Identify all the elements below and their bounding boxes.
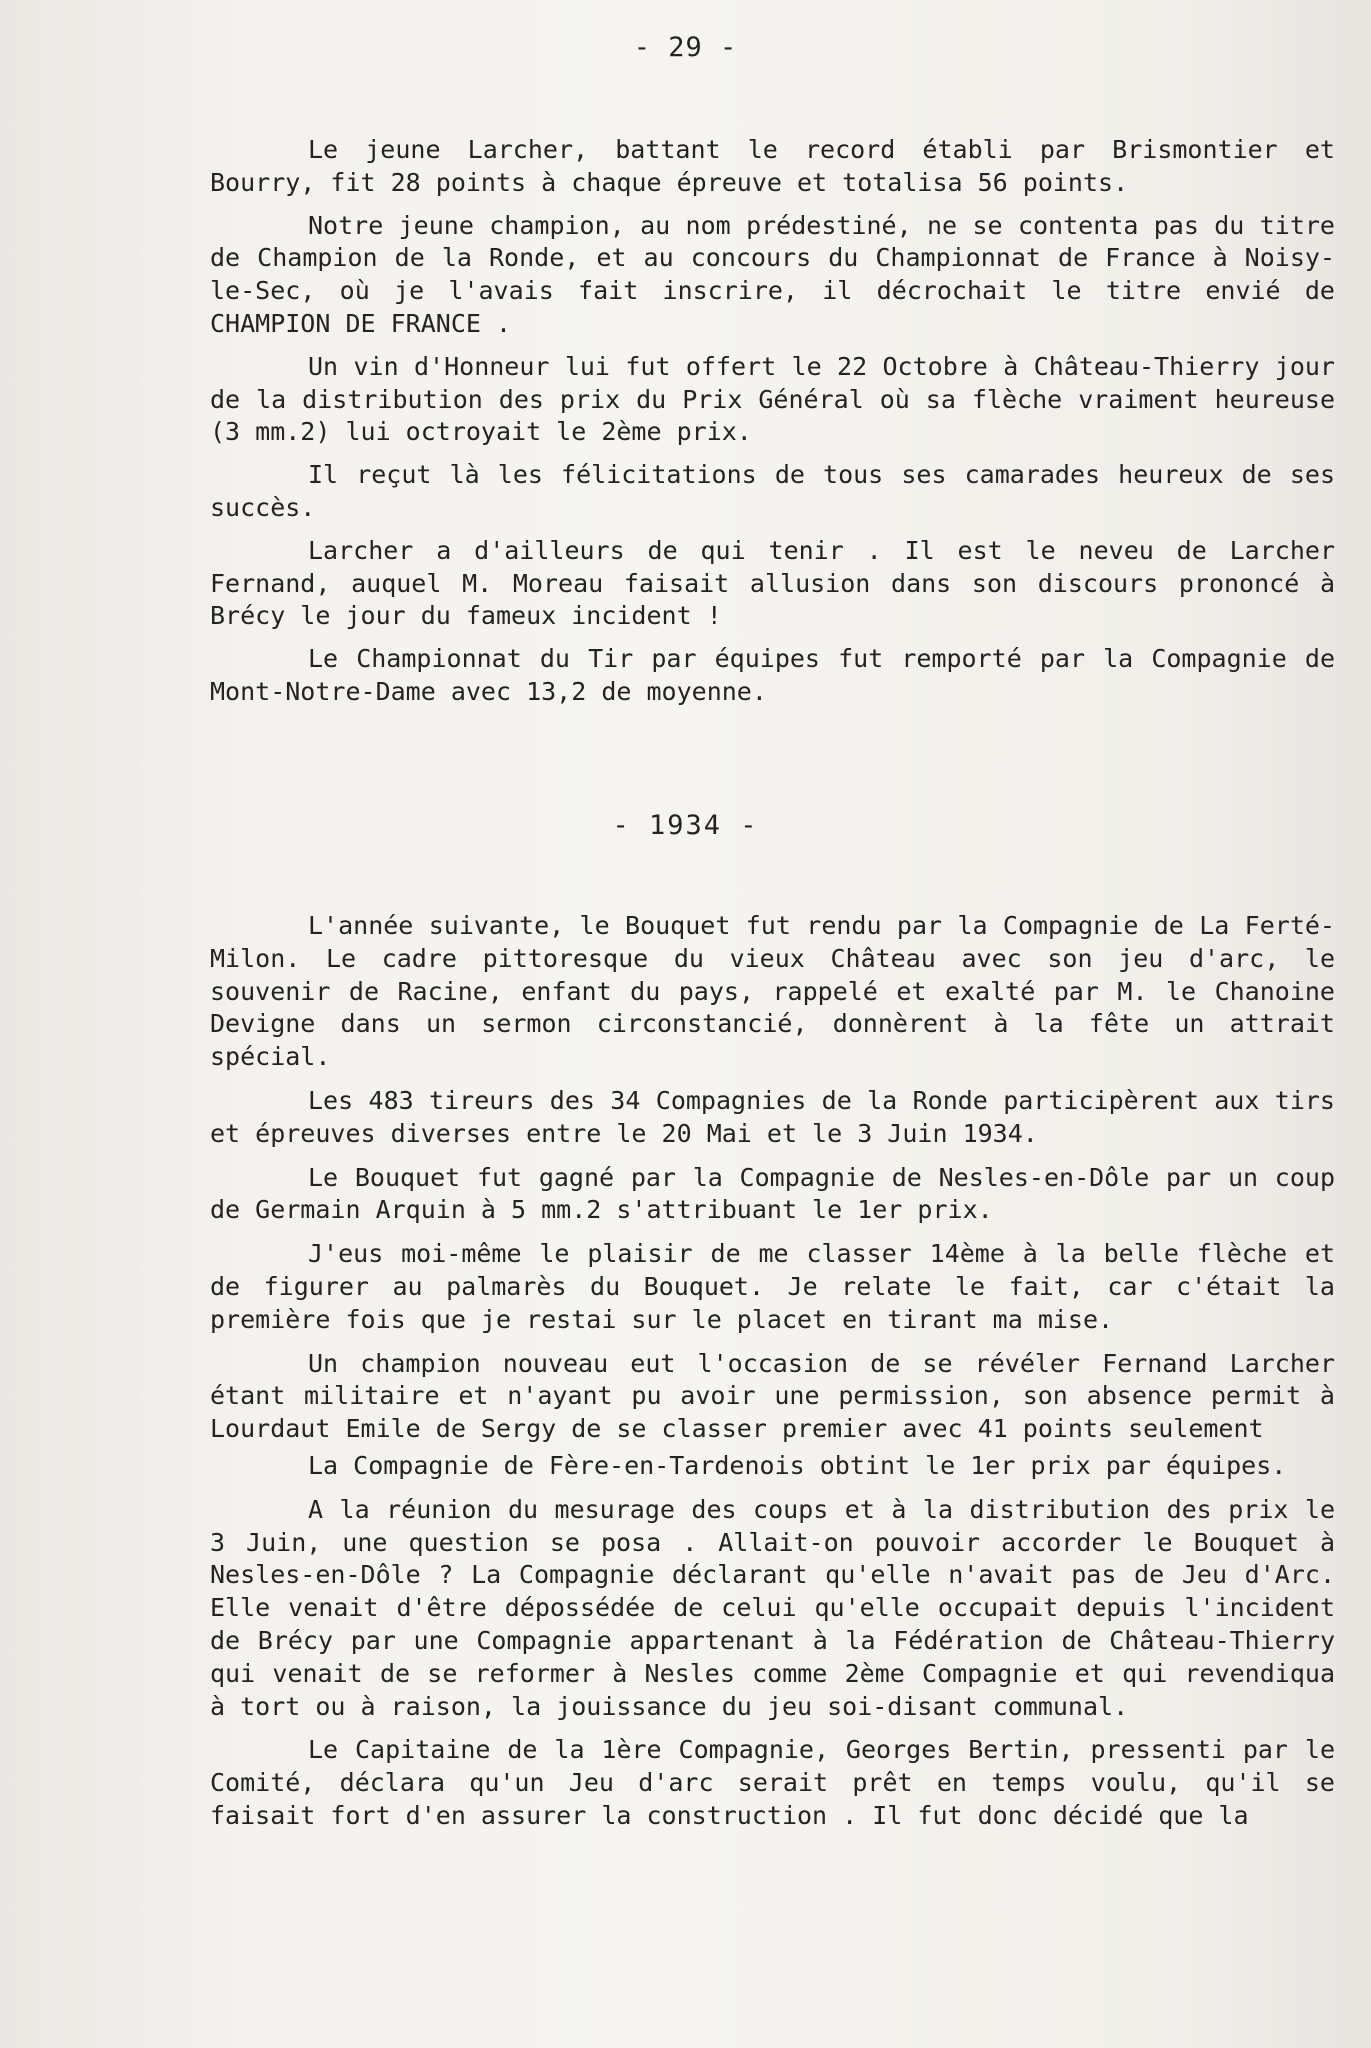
paragraph: Le Bouquet fut gagné par la Compagnie de Nesles-en-Dôle par un coup de Germain Arquin à 5 mm.2 s'attribuant le 1er prix. xyxy=(210,1162,1335,1225)
paragraph: La Compagnie de Fère-en-Tardenois obtint le 1er prix par équipes. xyxy=(308,1450,1287,1480)
paragraph: Un vin d'Honneur lui fut offert le 22 Octobre à Château-Thierry jour de la distribution des prix du Prix Général où sa flèche vraiment heureuse (3 mm.2) lui octroyait le 2ème prix. xyxy=(210,351,1335,447)
paragraph: Le Championnat du Tir par équipes fut remporté par la Compagnie de Mont-Notre-Dame avec 13,2 de moyenne. xyxy=(210,644,1335,706)
page-number: - 29 - xyxy=(633,32,738,63)
year-heading: - 1934 - xyxy=(612,810,759,841)
paragraph: Larcher a d'ailleurs de qui tenir . Il est le neveu de Larcher Fernand, auquel M. Moreau faisait allusion dans son discours prononcé à Brécy le jour du fameux incident ! xyxy=(210,535,1335,631)
paragraph: Notre jeune champion, au nom prédestiné, ne se contenta pas du titre de Champion de la Ronde, et au concours du Championnat de France à Noisy-le-Sec, où je l'avais fait inscrire, il décrochait le titre envié de CHAMPION DE FRANCE . xyxy=(210,210,1335,338)
paragraph: Il reçut là les félicitations de tous ses camarades heureux de ses succès. xyxy=(210,460,1335,522)
section-2 xyxy=(210,910,1335,1833)
paragraph: A la réunion du mesurage des coups et à la distribution des prix le 3 Juin, une question se posa . Allait-on pouvoir accorder le Bouquet à Nesles-en-Dôle ? La Compagnie déclarant qu'elle n'avait pas de Jeu d'Arc. Elle venait d'être dépossédée de celui qu'elle occupait depuis l'incident de Brécy par une Compagnie appartenant à la Fédération de Château-Thierry qui venait de se reformer à Nesles comme 2ème Compagnie et qui revendiqua à tort ou à raison, la jouissance du jeu soi-disant communal. xyxy=(210,1494,1335,1721)
paragraph: L'année suivante, le Bouquet fut rendu par la Compagnie de La Ferté-Milon. Le cadre pittoresque du vieux Château avec son jeu d'arc, le souvenir de Racine, enfant du pays, rappelé et exalté par M. le Chanoine Devigne dans un sermon circonstancié, donnèrent à la fête un attrait spécial. xyxy=(210,911,1335,1072)
paragraph: Les 483 tireurs des 34 Compagnies de la Ronde participèrent aux tirs et épreuves diverses entre le 20 Mai et le 3 Juin 1934. xyxy=(210,1085,1335,1148)
paragraph: Le Capitaine de la 1ère Compagnie, Georges Bertin, pressenti par le Comité, déclara qu'un Jeu d'arc serait prêt en temps voulu, qu'il se faisait fort d'en assurer la construction . Il fut donc décidé que la xyxy=(210,1735,1335,1830)
paragraph: J'eus moi-même le plaisir de me classer 14ème à la belle flèche et de figurer au palmarès du Bouquet. Je relate le fait, car c'était la première fois que je restai sur le placet en tirant ma mise. xyxy=(210,1239,1335,1334)
paragraph: Un champion nouveau eut l'occasion de se révéler Fernand Larcher étant militaire et n'ayant pu avoir une permission, son absence permit à Lourdaut Emile de Sergy de se classer premier avec 41 points seulement xyxy=(210,1348,1335,1444)
paragraph: Le jeune Larcher, battant le record établi par Brismontier et Bourry, fit 28 points à chaque épreuve et totalisa 56 points. xyxy=(210,135,1335,197)
section-1 xyxy=(210,134,1335,709)
